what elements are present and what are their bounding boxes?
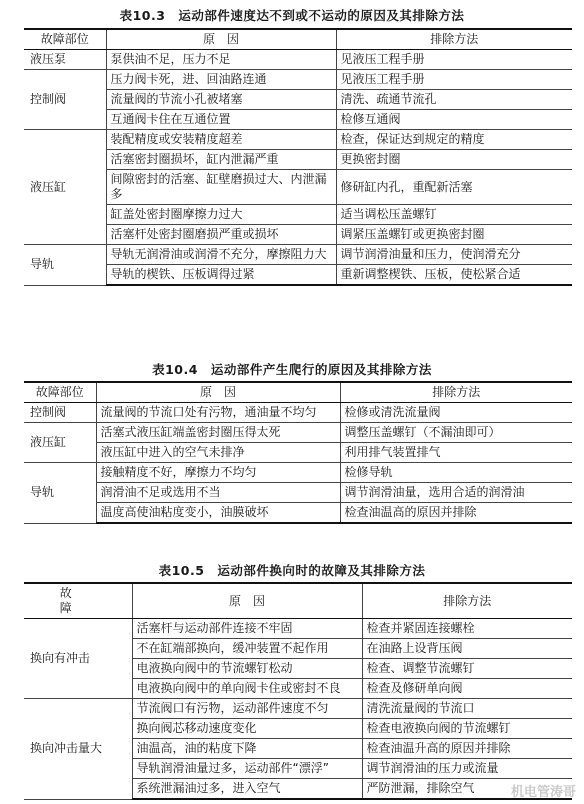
- header-fault: 故 障: [24, 583, 132, 619]
- table-row: [24, 50, 572, 70]
- table-row: [24, 70, 572, 90]
- cause-cell: 压力阀卡死，进、回油路连通: [106, 70, 336, 90]
- fix-cell: 检查油温高的原因并排除: [340, 503, 572, 524]
- header-cause: 原 因: [132, 583, 362, 619]
- fix-cell: 重新调整楔铁、压板，使松紧合适: [336, 265, 572, 286]
- fix-cell: 调节润滑油的压力或流量: [362, 759, 572, 779]
- table-row: [24, 245, 572, 265]
- fault-part-cell: 导轨: [24, 245, 106, 286]
- cause-cell: 导轨无润滑油或润滑不充分，摩擦阻力大: [106, 245, 336, 265]
- fix-cell: 修研缸内孔，重配新活塞: [336, 170, 572, 205]
- fix-cell: 检修互通阀: [336, 110, 572, 130]
- cause-cell: 导轨润滑油量过多，运动部件“漂浮”: [132, 759, 362, 779]
- fix-cell: 清洗流量阀的节流口: [362, 699, 572, 719]
- fault-part-cell: 液压泵: [24, 50, 106, 70]
- table-title: 表10.3 运动部件速度达不到或不运动的原因及其排除方法: [119, 8, 465, 23]
- fix-cell: 适当调松压盖螺钉: [336, 205, 572, 225]
- header-cause: 原 因: [96, 382, 340, 403]
- cause-cell: 接触精度不好，摩擦力不均匀: [96, 463, 340, 483]
- fix-cell: 调节润滑油量，选用合适的润滑油: [340, 483, 572, 503]
- table-row: [24, 443, 572, 463]
- fix-cell: 清洗、疏通节流孔: [336, 90, 572, 110]
- table-row: [24, 423, 572, 443]
- fix-cell: 检查及修研单向阀: [362, 679, 572, 699]
- fix-cell: 检查、调整节流螺钉: [362, 659, 572, 679]
- cause-cell: 电液换向阀中的节流螺钉松动: [132, 659, 362, 679]
- fix-cell: 检查油温升高的原因并排除: [362, 739, 572, 759]
- fix-cell: 调整压盖螺钉（不漏油即可）: [340, 423, 572, 443]
- table-row: [24, 205, 572, 225]
- table-row: [24, 463, 572, 483]
- fix-cell: 更换密封圈: [336, 150, 572, 170]
- table-row: [24, 483, 572, 503]
- watermark-text: 机电管涛哥: [510, 785, 576, 800]
- fault-part-cell: 控制阀: [24, 70, 106, 130]
- fix-cell: 在油路上设背压阀: [362, 639, 572, 659]
- cause-cell: 温度高使油粘度变小，油膜破坏: [96, 503, 340, 524]
- cause-cell: 节流阀口有污物，运动部件速度不匀: [132, 699, 362, 719]
- cause-cell: 活塞杆与运动部件连接不牢固: [132, 619, 362, 639]
- table-row: [24, 170, 572, 205]
- cause-cell: 换向阀芯移动速度变化: [132, 719, 362, 739]
- cause-cell: 缸盖处密封圈摩擦力过大: [106, 205, 336, 225]
- cause-cell: 不在缸端部换向，缓冲装置不起作用: [132, 639, 362, 659]
- table-row: [24, 150, 572, 170]
- fix-cell: 严防泄漏，排除空气: [362, 779, 572, 800]
- fault-part-cell: 液压缸: [24, 423, 96, 463]
- fault-part-cell: 液压缸: [24, 130, 106, 245]
- fix-cell: 调紧压盖螺钉或更换密封圈: [336, 225, 572, 245]
- table-title: 表10.4 运动部件产生爬行的原因及其排除方法: [152, 362, 432, 377]
- fix-cell: 检查，保证达到规定的精度: [336, 130, 572, 150]
- table-row: [24, 619, 572, 639]
- table-row: [24, 699, 572, 719]
- fault-table-crawl: [24, 381, 572, 524]
- fault-part-cell: 换向冲击量大: [24, 699, 132, 800]
- header-fix: 排除方法: [336, 29, 572, 50]
- header-cause: 原 因: [106, 29, 336, 50]
- fault-table-speed: [24, 28, 572, 286]
- fault-part-cell: 导轨: [24, 463, 96, 524]
- cause-cell: 系统泄漏油过多，进入空气: [132, 779, 362, 800]
- cause-cell: 活塞密封圈损坏，缸内泄漏严重: [106, 150, 336, 170]
- table-row: [24, 90, 572, 110]
- header-part: 故障部位: [24, 382, 96, 403]
- fix-cell: 见液压工程手册: [336, 70, 572, 90]
- cause-cell: 互通阀卡住在互通位置: [106, 110, 336, 130]
- fix-cell: 检修导轨: [340, 463, 572, 483]
- table-row: [24, 403, 572, 423]
- cause-cell: 流量阀的节流口处有污物，通油量不均匀: [96, 403, 340, 423]
- cause-cell: 电液换向阀中的单向阀卡住或密封不良: [132, 679, 362, 699]
- cause-cell: 流量阀的节流小孔被堵塞: [106, 90, 336, 110]
- fix-cell: 检查并紧固连接螺栓: [362, 619, 572, 639]
- cause-cell: 泵供油不足，压力不足: [106, 50, 336, 70]
- fix-cell: 检修或清洗流量阀: [340, 403, 572, 423]
- table-row: [24, 225, 572, 245]
- fault-part-cell: 控制阀: [24, 403, 96, 423]
- table-title: 表10.5 运动部件换向时的故障及其排除方法: [158, 563, 426, 578]
- cause-cell: 间隙密封的活塞、缸壁磨损过大、内泄漏多: [106, 170, 336, 205]
- table-row: [24, 265, 572, 286]
- table-row: [24, 503, 572, 524]
- cause-cell: 导轨的楔铁、压板调得过紧: [106, 265, 336, 286]
- cause-cell: 活塞式液压缸端盖密封圈压得太死: [96, 423, 340, 443]
- fix-cell: 见液压工程手册: [336, 50, 572, 70]
- cause-cell: 活塞杆处密封圈磨损严重或损坏: [106, 225, 336, 245]
- fault-part-cell: 换向有冲击: [24, 619, 132, 699]
- fault-table-reversing: [24, 582, 572, 800]
- fix-cell: 利用排气装置排气: [340, 443, 572, 463]
- cause-cell: 油温高，油的粘度下降: [132, 739, 362, 759]
- cause-cell: 润滑油不足或选用不当: [96, 483, 340, 503]
- table-row: [24, 110, 572, 130]
- cause-cell: 液压缸中进入的空气未排净: [96, 443, 340, 463]
- header-fix: 排除方法: [362, 583, 572, 619]
- header-fix: 排除方法: [340, 382, 572, 403]
- header-part: 故障部位: [24, 29, 106, 50]
- cause-cell: 装配精度或安装精度超差: [106, 130, 336, 150]
- fix-cell: 检查电液换向阀的节流螺钉: [362, 719, 572, 739]
- fix-cell: 调节润滑油量和压力，使润滑充分: [336, 245, 572, 265]
- table-row: [24, 130, 572, 150]
